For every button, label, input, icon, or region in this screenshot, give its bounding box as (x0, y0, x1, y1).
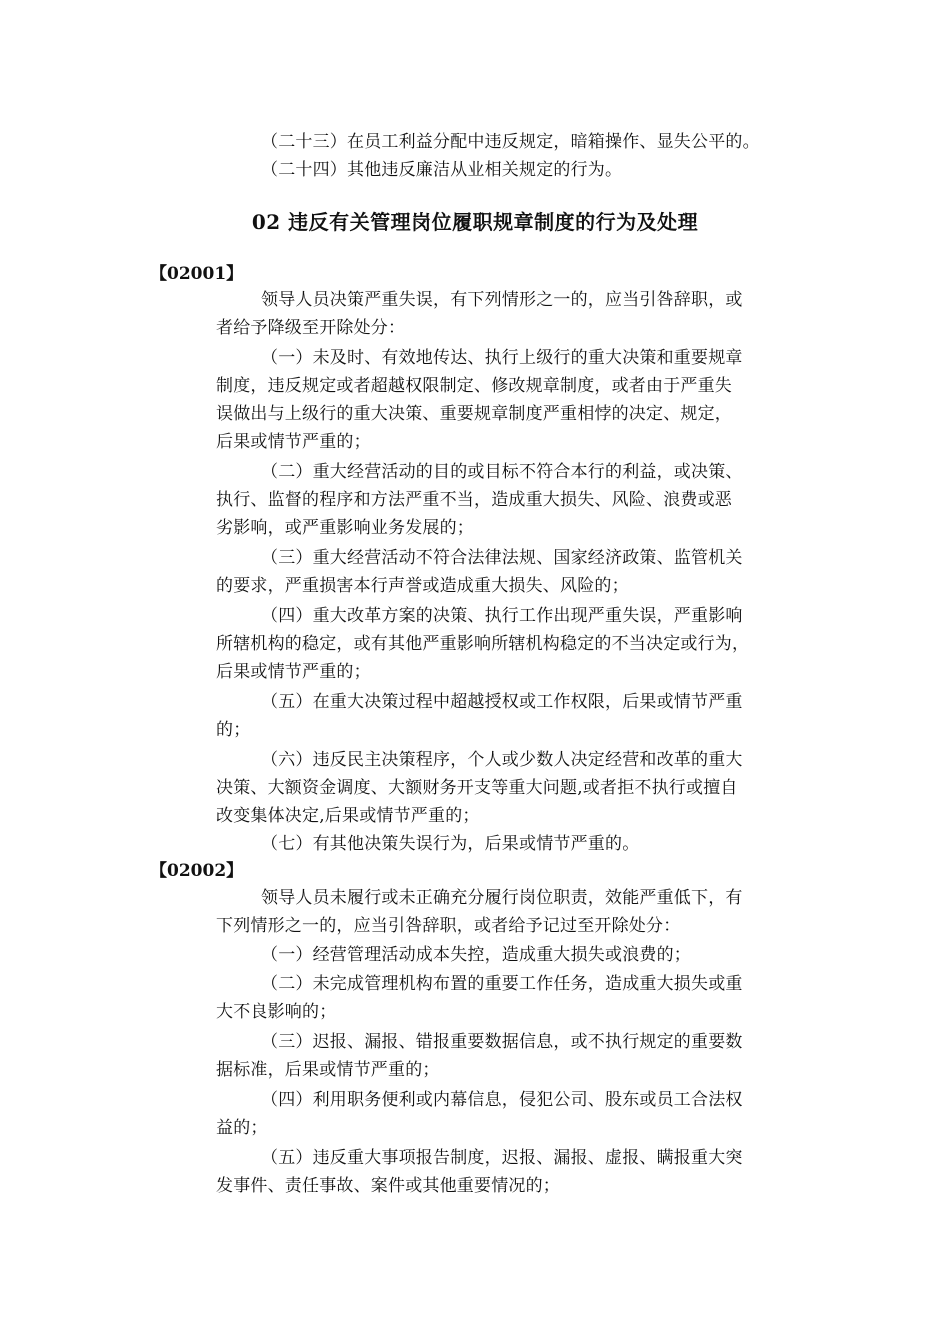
article-code-02001: 【02001】 (150, 264, 244, 284)
paragraph-line: （三）迟报、漏报、错报重要数据信息，或不执行规定的重要数 (261, 1032, 743, 1052)
paragraph-line: 执行、监督的程序和方法严重不当，造成重大损失、风险、浪费或恶 (216, 490, 732, 510)
clause-23: （二十三）在员工利益分配中违反规定，暗箱操作、显失公平的。 (261, 132, 760, 152)
article-code-02002: 【02002】 (150, 861, 244, 881)
paragraph-line: 发事件、责任事故、案件或其他重要情况的； (216, 1176, 560, 1196)
paragraph-line: 领导人员决策严重失误，有下列情形之一的，应当引咎辞职，或 (261, 290, 743, 310)
paragraph-line: 制度，违反规定或者超越权限制定、修改规章制度，或者由于严重失 (216, 376, 732, 396)
paragraph-line: （四）重大改革方案的决策、执行工作出现严重失误，严重影响 (261, 606, 743, 626)
paragraph-line: 后果或情节严重的； (216, 662, 371, 682)
paragraph-line: 所辖机构的稳定，或有其他严重影响所辖机构稳定的不当决定或行为， (216, 634, 750, 654)
paragraph-line: （二）重大经营活动的目的或目标不符合本行的利益，或决策、 (261, 462, 743, 482)
paragraph-line: 者给予降级至开除处分： (216, 318, 406, 338)
paragraph-line: 的要求，严重损害本行声誉或造成重大损失、风险的； (216, 576, 629, 596)
paragraph-line: （六）违反民主决策程序，个人或少数人决定经营和改革的重大 (261, 750, 743, 770)
paragraph-line: 益的； (216, 1118, 268, 1138)
paragraph-line: （五）在重大决策过程中超越授权或工作权限，后果或情节严重 (261, 692, 743, 712)
paragraph-line: 改变集体决定,后果或情节严重的； (216, 806, 480, 826)
paragraph-line: （二）未完成管理机构布置的重要工作任务，造成重大损失或重 (261, 974, 743, 994)
paragraph-line: 大不良影响的； (216, 1002, 337, 1022)
paragraph-line: 误做出与上级行的重大决策、重要规章制度严重相悖的决定、规定， (216, 404, 732, 424)
paragraph-line: 下列情形之一的，应当引咎辞职，或者给予记过至开除处分： (216, 916, 681, 936)
paragraph-line: 劣影响，或严重影响业务发展的； (216, 518, 474, 538)
paragraph-line: （四）利用职务便利或内幕信息，侵犯公司、股东或员工合法权 (261, 1090, 743, 1110)
paragraph-line: 据标准，后果或情节严重的； (216, 1060, 440, 1080)
paragraph-line: 领导人员未履行或未正确充分履行岗位职责，效能严重低下，有 (261, 888, 743, 908)
paragraph-line: 后果或情节严重的； (216, 432, 371, 452)
paragraph-line: （三）重大经营活动不符合法律法规、国家经济政策、监管机关 (261, 548, 743, 568)
paragraph-line: 决策、大额资金调度、大额财务开支等重大问题,或者拒不执行或擅自 (216, 778, 738, 798)
paragraph-line: （一）未及时、有效地传达、执行上级行的重大决策和重要规章 (261, 348, 743, 368)
paragraph-line: （一）经营管理活动成本失控，造成重大损失或浪费的； (261, 945, 691, 965)
paragraph-line: （七）有其他决策失误行为，后果或情节严重的。 (261, 834, 640, 854)
paragraph-line: （五）违反重大事项报告制度，迟报、漏报、虚报、瞒报重大突 (261, 1148, 743, 1168)
section-title: 02 违反有关管理岗位履职规章制度的行为及处理 (251, 210, 699, 234)
clause-24: （二十四）其他违反廉洁从业相关规定的行为。 (261, 160, 623, 180)
paragraph-line: 的； (216, 720, 251, 740)
